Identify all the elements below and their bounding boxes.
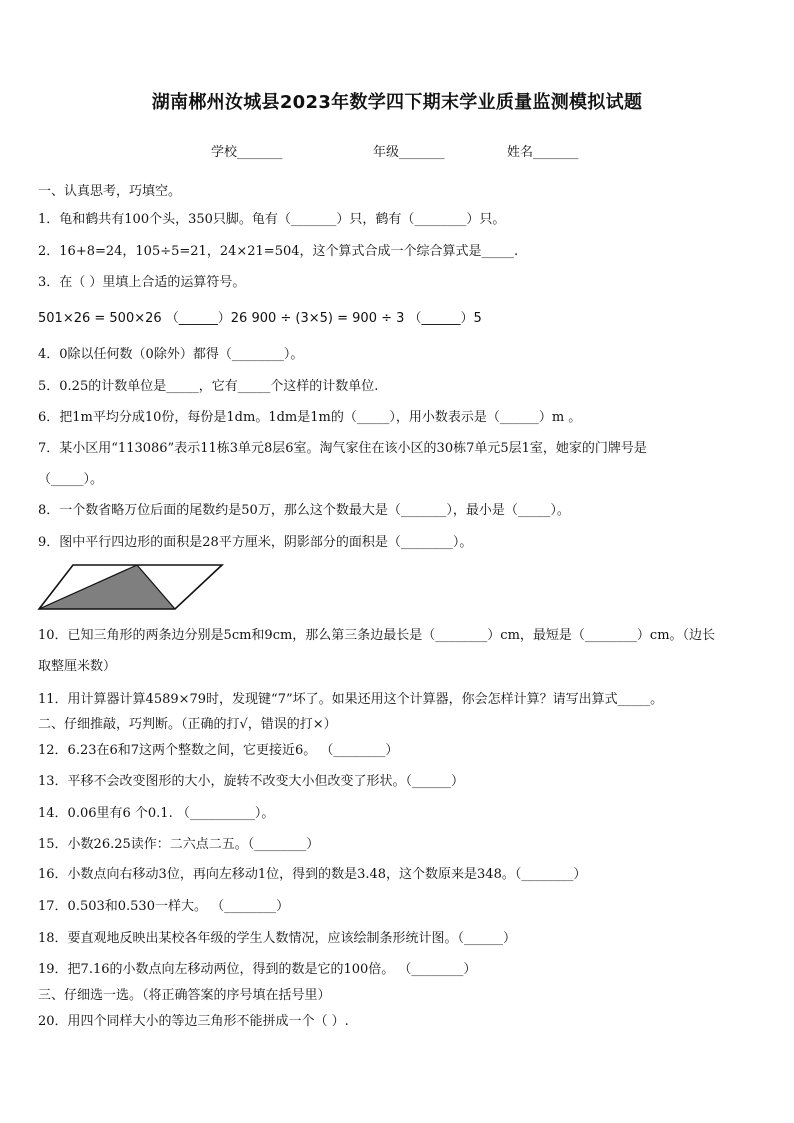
question-15: 15．小数26.25读作：二六点二五。（________） xyxy=(38,837,320,852)
section-heading: 二、仔细推敲，巧判断。（正确的打√，错误的打×） xyxy=(38,717,337,732)
question-3-equations: 501×26 = 500×26 （______）26 900 ÷ (3×5) = 900 ÷ 3 （______）5 xyxy=(38,311,482,326)
section-heading: 三、仔细选一选。（将正确答案的序号填在括号里） xyxy=(38,988,331,1003)
question-6: 6．把1m平均分成10份，每份是1dm。1dm是1m的（_____），用小数表示是（______）m 。 xyxy=(38,410,582,425)
question-16: 16．小数点向右移动3位，再向左移动1位，得到的数是3.48，这个数原来是348。（________） xyxy=(38,867,587,882)
parallelogram-figure xyxy=(37,563,225,611)
question-4: 4．0除以任何数（0除外）都得（________）。 xyxy=(38,347,304,362)
question-19: 19．把7.16的小数点向左移动两位，得到的数是它的100倍。 （________） xyxy=(38,962,477,977)
question-20: 20．用四个同样大小的等边三角形不能拼成一个（ ）. xyxy=(38,1014,349,1029)
shaded-triangle xyxy=(39,565,175,609)
question-2: 2．16+8=24，105÷5=21，24×21=504，这个算式合成一个综合算式是_____. xyxy=(38,244,519,259)
question-12: 12．6.23在6和7这两个整数之间，它更接近6。 （________） xyxy=(38,743,399,758)
question-11: 11．用计算器计算4589×79时，发现键“7”坏了。如果还用这个计算器，你会怎样计算？请写出算式_____。 xyxy=(38,692,664,707)
question-17: 17．0.503和0.530一样大。 （________） xyxy=(38,899,290,914)
question-7: 7．某小区用“113086”表示11栋3单元8层6室。淘气家住在该小区的30栋7单元5层1室，她家的门牌号是 xyxy=(38,441,647,456)
question-5: 5．0.25的计数单位是_____，它有_____个这样的计数单位. xyxy=(38,379,379,394)
question-10: 10．已知三角形的两条边分别是5cm和9cm，那么第三条边最长是（________）cm，最短是（________）cm。（边长 xyxy=(38,628,716,643)
question-9: 9．图中平行四边形的面积是28平方厘米，阴影部分的面积是（________）。 xyxy=(38,535,473,550)
name-field: 姓名_______ xyxy=(507,145,579,160)
question-7-continued: （_____）。 xyxy=(38,472,104,487)
question-14: 14．0.06里有6 个0.1. （__________）。 xyxy=(38,806,275,821)
grade-field: 年级_______ xyxy=(373,145,445,160)
page-title: 湖南郴州汝城县2023年数学四下期末学业质量监测模拟试题 xyxy=(151,92,643,113)
question-1: 1．龟和鹤共有100个头，350只脚。龟有（_______）只，鹤有（________）只。 xyxy=(38,212,506,227)
question-13: 13．平移不会改变图形的大小，旋转不改变大小但改变了形状。（______） xyxy=(38,774,465,789)
question-8: 8．一个数省略万位后面的尾数约是50万，那么这个数最大是（_______），最小是（_____）。 xyxy=(38,503,570,518)
question-18: 18．要直观地反映出某校各年级的学生人数情况，应该绘制条形统计图。（______） xyxy=(38,931,517,946)
question-10-continued: 取整厘米数） xyxy=(38,659,117,674)
question-3: 3．在（ ）里填上合适的运算符号。 xyxy=(38,275,246,290)
section-heading: 一、认真思考，巧填空。 xyxy=(38,184,182,199)
school-field: 学校_______ xyxy=(211,145,283,160)
